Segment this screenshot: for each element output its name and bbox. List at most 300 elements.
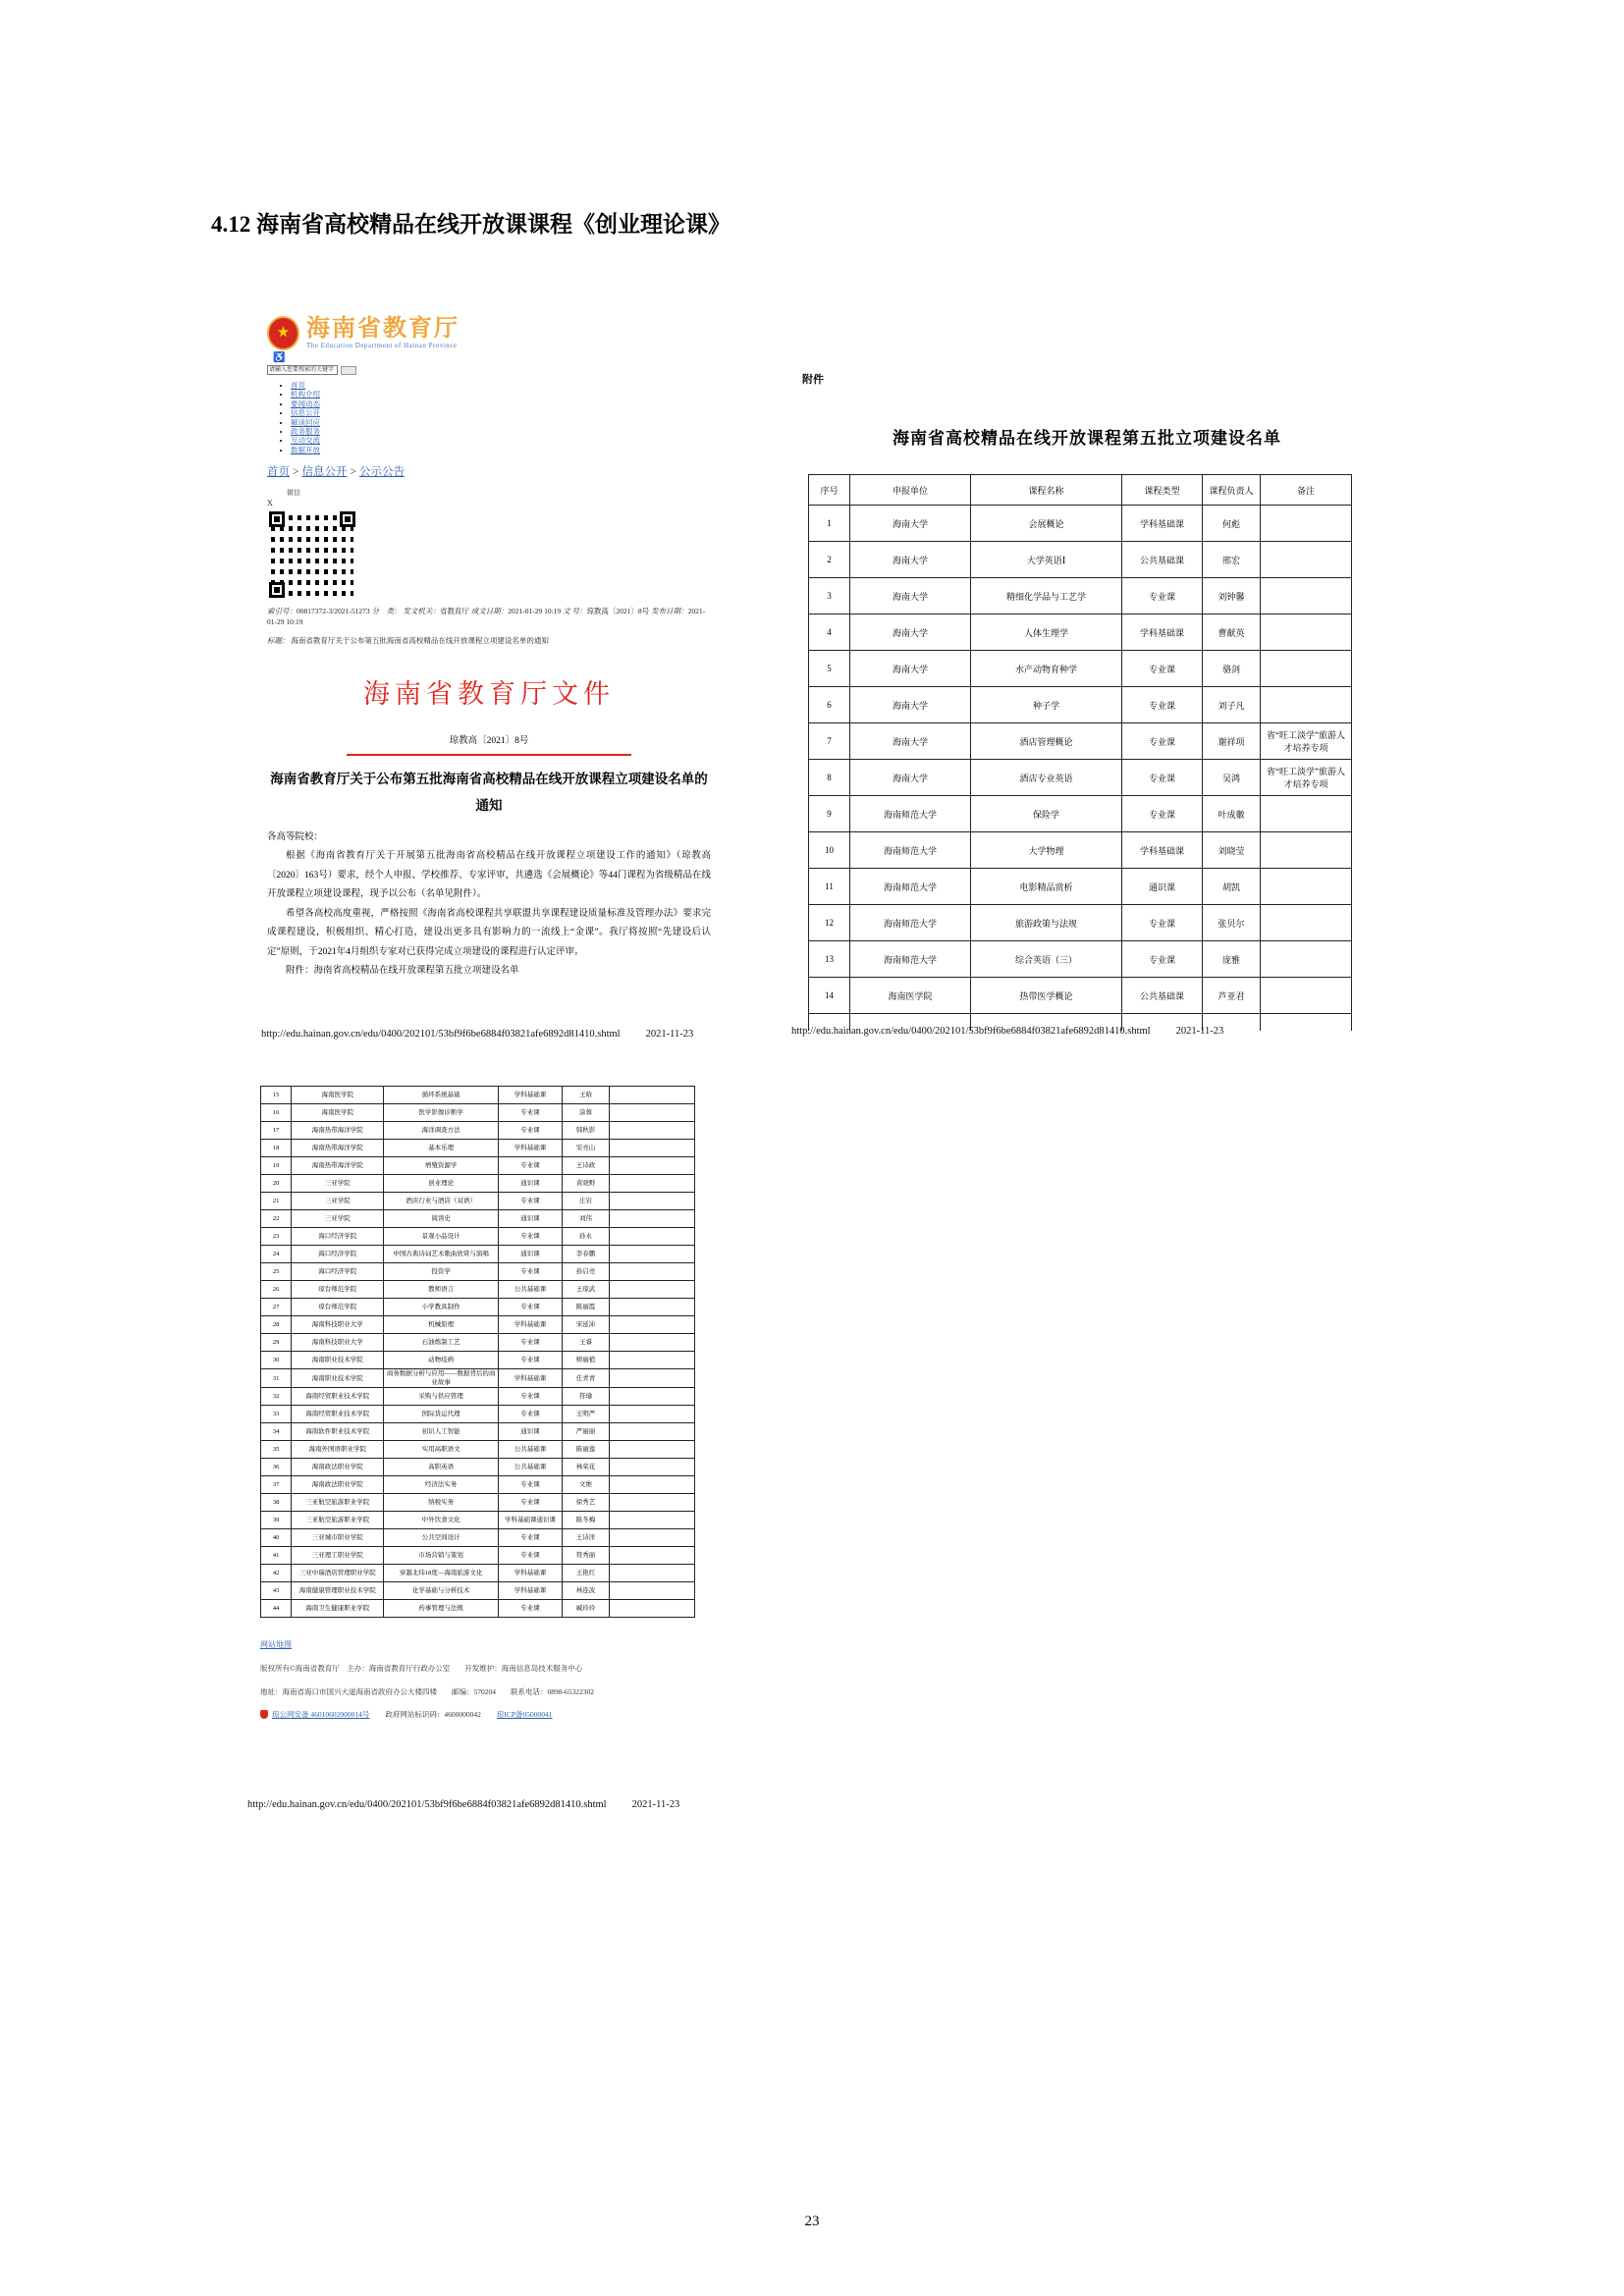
column-header: 申报单位: [850, 475, 971, 506]
table-cell: [610, 1140, 695, 1157]
table-cell: 海南医学院: [292, 1087, 384, 1104]
table-cell: 海南软件职业技术学院: [292, 1423, 384, 1441]
table-cell: 专业课: [499, 1600, 563, 1618]
table-cell: 中外饮食文化: [384, 1512, 499, 1529]
table-cell: 海口经济学院: [292, 1228, 384, 1246]
table-cell: 32: [261, 1388, 292, 1406]
table-cell: 韩秋影: [562, 1122, 609, 1140]
webpage-screenshot-bottom: [260, 1086, 702, 1720]
table-row: [261, 1263, 695, 1281]
table-cell: 酒店行业与酒店（双语）: [384, 1193, 499, 1210]
table-cell: [1261, 832, 1352, 869]
table-cell: 专业课: [499, 1529, 563, 1547]
table-cell: 专业课: [1122, 905, 1203, 941]
nav-item: [291, 390, 711, 399]
table-row: [809, 978, 1352, 1014]
security-filing-link[interactable]: 琼公网安备 46010602000014号: [272, 1710, 370, 1720]
table-cell: 专业课: [499, 1263, 563, 1281]
table-cell: 海南师范大学: [850, 796, 971, 832]
table-cell: 人体生理学: [971, 614, 1122, 651]
table-cell: 王晗: [562, 1087, 609, 1104]
table-row: [261, 1441, 695, 1459]
table-cell: [610, 1228, 695, 1246]
source-url: http://edu.hainan.gov.cn/edu/0400/202101/53bf9f6be6884f03821afe6892d81410.shtml: [791, 1026, 1151, 1037]
table-cell: 通识课: [1122, 869, 1203, 905]
table-cell: 三亚学院: [292, 1193, 384, 1210]
meta-value: 2021-01-29 10:19: [508, 607, 564, 616]
table-cell: 6: [809, 687, 850, 723]
table-row: [809, 832, 1352, 869]
table-cell: 庞雅: [1203, 941, 1261, 978]
table-cell: 三亚学院: [292, 1210, 384, 1228]
table-cell: 三亚航空旅游职业学院: [292, 1512, 384, 1529]
table-row: [261, 1388, 695, 1406]
breadcrumb-separator: >: [293, 466, 299, 479]
table-cell: [610, 1246, 695, 1263]
table-cell: 海南健康管理职业技术学院: [292, 1582, 384, 1600]
table-cell: 孙启亮: [562, 1263, 609, 1281]
meta-label: 发文机关：: [403, 607, 440, 616]
table-cell: 化学基础与分析技术: [384, 1582, 499, 1600]
table-row: [261, 1316, 695, 1334]
table-row: [809, 905, 1352, 941]
table-cell: [610, 1334, 695, 1352]
table-row: [261, 1423, 695, 1441]
table-cell: 学科基础课通识课: [499, 1512, 563, 1529]
table-cell: 18: [261, 1140, 292, 1157]
nav-link[interactable]: 要闻动态: [291, 399, 320, 408]
table-row: [261, 1299, 695, 1316]
breadcrumb-link[interactable]: 信息公开: [301, 466, 348, 479]
table-cell: 专业课: [499, 1228, 563, 1246]
table-cell: 专业课: [1122, 687, 1203, 723]
breadcrumb-link[interactable]: 公示公告: [359, 466, 405, 479]
site-logo-subtitle: The Education Department of Hainan Province: [306, 342, 458, 350]
table-cell: [1261, 905, 1352, 941]
table-cell: 通识课: [499, 1423, 563, 1441]
table-cell: 35: [261, 1441, 292, 1459]
table-cell: 海南师范大学: [850, 869, 971, 905]
qr-code: [267, 509, 357, 600]
table-cell: 符秀丽: [562, 1547, 609, 1565]
table-cell: 24: [261, 1246, 292, 1263]
table-cell: 经济法实务: [384, 1476, 499, 1494]
star-icon: ★: [276, 325, 291, 341]
table-cell: [610, 1600, 695, 1618]
table-cell: 海南师范大学: [850, 941, 971, 978]
breadcrumb-separator: >: [350, 466, 356, 479]
table-cell: 旅游政策与法规: [971, 905, 1122, 941]
table-cell: 4: [809, 614, 850, 651]
table-row: [261, 1334, 695, 1352]
table-cell: 44: [261, 1600, 292, 1618]
table-cell: 张贝尔: [1203, 905, 1261, 941]
table-cell: [610, 1352, 695, 1369]
table-cell: 10: [809, 832, 850, 869]
table-cell: 国际货运代理: [384, 1406, 499, 1423]
table-cell: 严丽丽: [562, 1423, 609, 1441]
table-cell: 动物疫病: [384, 1352, 499, 1369]
breadcrumb-link[interactable]: 首页: [267, 466, 290, 479]
table-cell: 海南外国语职业学院: [292, 1441, 384, 1459]
table-cell: 刘伟: [562, 1210, 609, 1228]
table-cell: 16: [261, 1104, 292, 1122]
table-cell: 采购与供应管理: [384, 1388, 499, 1406]
table-cell: 27: [261, 1299, 292, 1316]
table-row: [809, 723, 1352, 760]
table-cell: 12: [809, 905, 850, 941]
table-cell: [610, 1299, 695, 1316]
table-cell: 海南大学: [850, 651, 971, 687]
table-cell: 学科基础课: [499, 1140, 563, 1157]
meta-value: 省教育厅: [439, 607, 471, 616]
source-date: 2021-11-23: [645, 1029, 694, 1040]
page-number: 23: [804, 2214, 820, 2229]
table-cell: 中国古典诗词艺术歌曲欣赏与演唱: [384, 1246, 499, 1263]
table-cell: 公共基础课: [499, 1459, 563, 1476]
table-cell: 刘晓莹: [1203, 832, 1261, 869]
table-cell: 31: [261, 1369, 292, 1388]
table-cell: 学科基础课: [1122, 614, 1203, 651]
doc-paragraph: 根据《海南省教育厅关于开展第五批海南省高校精品在线开放课程立项建设工作的通知》（琼教高〔2020〕163号）要求，经个人申报、学校推荐、专家评审，共遴选《会展概论》等44门课程为省级精品在线开放课程立项建设课程，现予以公布（名单见附件）。: [267, 851, 711, 900]
table-cell: 刘钟馨: [1203, 578, 1261, 614]
table-cell: [610, 1316, 695, 1334]
table-cell: [1261, 941, 1352, 978]
table-cell: [610, 1157, 695, 1175]
table-cell: 邢宏: [1203, 542, 1261, 578]
table-cell: [1261, 651, 1352, 687]
table-cell: 21: [261, 1193, 292, 1210]
table-cell: 23: [261, 1228, 292, 1246]
logo-text: [306, 317, 460, 349]
table-cell: 公共基础课: [1122, 978, 1203, 1014]
table-cell: 陈丽霞: [562, 1299, 609, 1316]
table-cell: 14: [809, 978, 850, 1014]
table-cell: 琼台师范学院: [292, 1299, 384, 1316]
nav-item: [291, 381, 711, 390]
table-cell: 教师语言: [384, 1281, 499, 1299]
nav-item: [291, 446, 711, 454]
table-row: [809, 542, 1352, 578]
meta-label: 文 号：: [563, 607, 587, 616]
table-cell: 海南大学: [850, 614, 971, 651]
breadcrumb: [267, 463, 711, 479]
table-cell: 学科基础课: [499, 1316, 563, 1334]
site-footer: [260, 1639, 702, 1720]
meta-label: 分 类：: [371, 607, 402, 616]
column-header: 备注: [1261, 475, 1352, 506]
national-emblem-icon: [267, 316, 299, 350]
table-cell: 海南大学: [850, 578, 971, 614]
table-cell: 通识课: [499, 1210, 563, 1228]
table-cell: 海南大学: [850, 687, 971, 723]
table-cell: 徐秀艺: [562, 1494, 609, 1512]
table-cell: 任青青: [562, 1369, 609, 1388]
table-cell: 专业课: [1122, 941, 1203, 978]
table-cell: 三亚中瑞酒店管理职业学院: [292, 1565, 384, 1582]
nav-link[interactable]: 首页: [291, 381, 305, 390]
table-row: [261, 1476, 695, 1494]
course-table-page1: [808, 474, 1352, 1031]
table-cell: 安亮山: [562, 1140, 609, 1157]
table-cell: 36: [261, 1459, 292, 1476]
table-cell: 臧玲玲: [562, 1600, 609, 1618]
table-row: [261, 1352, 695, 1369]
sitemap-link[interactable]: 网站地图: [260, 1640, 292, 1650]
table-cell: 循环系统基础: [384, 1087, 499, 1104]
table-row: [809, 506, 1352, 542]
table-row: [261, 1122, 695, 1140]
table-cell: 海南医学院: [850, 978, 971, 1014]
nav-link[interactable]: 数据开放: [291, 445, 320, 454]
table-cell: 海南大学: [850, 506, 971, 542]
nav-link[interactable]: 信息公开: [291, 408, 320, 418]
meta-label: 发布日期：: [651, 607, 688, 616]
table-cell: 王艳红: [562, 1565, 609, 1582]
doc-meta-fields: [267, 607, 711, 627]
table-cell: 专业课: [499, 1299, 563, 1316]
doc-number: 琼教高〔2021〕8号: [449, 735, 529, 746]
qr-finder-icon: [340, 511, 355, 527]
attachment-table-title: 海南省高校精品在线开放课程第五批立项建设名单: [893, 429, 1281, 448]
table-cell: 25: [261, 1263, 292, 1281]
table-cell: 公共基础课: [499, 1281, 563, 1299]
table-cell: 酒店专业英语: [971, 760, 1122, 796]
table-cell: 吴鸿: [1203, 760, 1261, 796]
qr-finder-icon: [269, 582, 285, 598]
table-cell: 海南热带海洋学院: [292, 1140, 384, 1157]
meta-label: 索引号：: [267, 607, 297, 616]
table-cell: 专业课: [1122, 723, 1203, 760]
doc-body: [267, 828, 711, 982]
table-row: [809, 869, 1352, 905]
table-row: [261, 1529, 695, 1547]
table-cell: [610, 1423, 695, 1441]
table-cell: 种子学: [971, 687, 1122, 723]
table-cell: 宋延沛: [562, 1316, 609, 1334]
table-cell: 综合英语（三）: [971, 941, 1122, 978]
table-row: [261, 1369, 695, 1388]
table-cell: 26: [261, 1281, 292, 1299]
table-cell: 专业课: [499, 1406, 563, 1423]
column-header: 课程类型: [1122, 475, 1203, 506]
footer-address: 地址：海南省海口市国兴大道海南省政府办公大楼四楼 邮编：570204 联系电话：0898-65322302: [260, 1687, 594, 1697]
accessibility-icon[interactable]: ♿: [273, 352, 286, 363]
gov-site-code: 政府网站标识码：4600000042: [385, 1710, 481, 1720]
table-cell: 17: [261, 1122, 292, 1140]
table-cell: 省“旺工淡学”旅游人才培养专项: [1261, 723, 1352, 760]
table-cell: [1261, 614, 1352, 651]
site-logo: [267, 316, 711, 350]
table-cell: 海南热带海洋学院: [292, 1157, 384, 1175]
table-cell: [610, 1193, 695, 1210]
table-cell: 专业课: [1122, 760, 1203, 796]
source-url-line: [261, 1029, 693, 1040]
table-cell: 专业课: [499, 1494, 563, 1512]
search-button[interactable]: [341, 366, 356, 375]
source-url: http://edu.hainan.gov.cn/edu/0400/202101/53bf9f6be6884f03821afe6892d81410.shtml: [247, 1799, 607, 1810]
table-cell: 海南医学院: [292, 1104, 384, 1122]
table-cell: 学科基础课: [1122, 832, 1203, 869]
table-cell: 2: [809, 542, 850, 578]
table-cell: 学科基础课: [1122, 506, 1203, 542]
close-share-button[interactable]: X: [267, 499, 273, 508]
table-cell: 机械原理: [384, 1316, 499, 1334]
table-cell: [1261, 869, 1352, 905]
nav-item: [291, 436, 711, 445]
section-title: 4.12 海南省高校精品在线开放课课程《创业理论课》: [211, 212, 731, 237]
table-row: [261, 1281, 695, 1299]
table-cell: 刘子凡: [1203, 687, 1261, 723]
table-cell: 28: [261, 1316, 292, 1334]
table-cell: 8: [809, 760, 850, 796]
table-cell: [610, 1494, 695, 1512]
table-cell: 庄岩: [562, 1193, 609, 1210]
table-cell: 黄晓野: [562, 1175, 609, 1193]
table-cell: 7: [809, 723, 850, 760]
table-cell: 专业课: [499, 1193, 563, 1210]
table-cell: [1261, 1014, 1352, 1032]
wechat-share-label: 微信: [287, 489, 300, 498]
table-cell: 大学英语Ⅰ: [971, 542, 1122, 578]
table-row: [261, 1210, 695, 1228]
table-cell: 海南职业技术学院: [292, 1352, 384, 1369]
table-cell: 11: [809, 869, 850, 905]
course-table-page2: [260, 1086, 695, 1618]
table-cell: 专业课: [499, 1388, 563, 1406]
nav-link[interactable]: 互动交流: [291, 436, 320, 446]
table-cell: 15: [261, 1087, 292, 1104]
doc-salutation: 各高等院校：: [267, 831, 324, 842]
column-header: 课程名称: [971, 475, 1122, 506]
table-cell: 石油炼制工艺: [384, 1334, 499, 1352]
table-cell: 林连波: [562, 1582, 609, 1600]
table-cell: 骆剑: [1203, 651, 1261, 687]
table-cell: 海南大学: [850, 723, 971, 760]
table-row: [261, 1087, 695, 1104]
table-cell: 学科基础课: [499, 1582, 563, 1600]
table-cell: 通识课: [499, 1246, 563, 1263]
table-cell: 实用高职语文: [384, 1441, 499, 1459]
table-cell: 海南政法职业学院: [292, 1476, 384, 1494]
table-row: [261, 1600, 695, 1618]
table-row: [261, 1406, 695, 1423]
table-cell: 琼台师范学院: [292, 1281, 384, 1299]
table-cell: 涂蓉: [562, 1104, 609, 1122]
nav-link[interactable]: 政务服务: [291, 427, 320, 437]
table-header-row: [809, 475, 1352, 506]
nav-item: [291, 418, 711, 427]
table-cell: 43: [261, 1582, 292, 1600]
table-cell: 海南职业技术学院: [292, 1369, 384, 1388]
meta-title-value: 海南省教育厅关于公布第五批海南省高校精品在线开放课程立项建设名单的通知: [291, 636, 549, 646]
table-cell: 大学物理: [971, 832, 1122, 869]
meta-value: 00817372-3/2021-51273: [297, 607, 372, 616]
site-logo-title: 海南省教育厅: [306, 315, 460, 342]
table-cell: 19: [261, 1157, 292, 1175]
table-cell: 海南热带海洋学院: [292, 1122, 384, 1140]
table-cell: 40: [261, 1529, 292, 1547]
table-cell: [610, 1369, 695, 1388]
table-cell: 增殖资源学: [384, 1157, 499, 1175]
table-cell: [610, 1175, 695, 1193]
table-cell: 王明严: [562, 1406, 609, 1423]
table-cell: 专业课: [499, 1157, 563, 1175]
table-cell: 38: [261, 1494, 292, 1512]
table-cell: 学科基础课: [499, 1369, 563, 1388]
table-row: [261, 1494, 695, 1512]
nav-link[interactable]: 机构介绍: [291, 390, 320, 400]
table-cell: 5: [809, 651, 850, 687]
table-cell: [1261, 978, 1352, 1014]
nav-link[interactable]: 解读回应: [291, 417, 320, 427]
table-cell: 专业课: [1122, 796, 1203, 832]
source-url-line: [247, 1799, 679, 1810]
icp-filing-link[interactable]: 琼ICP备05000041: [496, 1710, 553, 1720]
table-cell: 李春鹏: [562, 1246, 609, 1263]
table-cell: 纳税实务: [384, 1494, 499, 1512]
table-cell: 3: [809, 578, 850, 614]
table-cell: 保险学: [971, 796, 1122, 832]
table-cell: 王睿: [562, 1334, 609, 1352]
table-cell: 公共基础课: [499, 1441, 563, 1459]
table-cell: 医学影像诊断学: [384, 1104, 499, 1122]
table-row: [261, 1582, 695, 1600]
table-cell: 专业课: [499, 1122, 563, 1140]
source-date: 2021-11-23: [1175, 1026, 1224, 1037]
table-row: [261, 1459, 695, 1476]
nav-item: [291, 400, 711, 408]
doc-meta-title: [267, 636, 711, 647]
police-badge-icon: [260, 1710, 268, 1719]
search-bar: [267, 365, 711, 375]
table-row: [261, 1193, 695, 1210]
table-row: [261, 1228, 695, 1246]
table-cell: 曹献英: [1203, 614, 1261, 651]
table-cell: 师丽植: [562, 1352, 609, 1369]
table-cell: 海口经济学院: [292, 1246, 384, 1263]
table-row: [809, 578, 1352, 614]
table-cell: 专业课: [499, 1476, 563, 1494]
table-cell: [610, 1547, 695, 1565]
table-cell: 海洋调查方法: [384, 1122, 499, 1140]
table-cell: 创业理论: [384, 1175, 499, 1193]
footer-copyright: 版权所有©海南省教育厅 主办：海南省教育厅行政办公室 开发维护：海南信息岛技术服务中心: [260, 1664, 583, 1674]
official-doc-header: 海南省教育厅文件: [363, 678, 615, 709]
table-cell: 29: [261, 1334, 292, 1352]
table-row: [809, 614, 1352, 651]
table-row: [261, 1140, 695, 1157]
table-row: [261, 1175, 695, 1193]
table-cell: 孙永: [562, 1228, 609, 1246]
table-cell: 41: [261, 1547, 292, 1565]
table-cell: 30: [261, 1352, 292, 1369]
table-cell: [610, 1122, 695, 1140]
search-input[interactable]: [267, 365, 338, 375]
table-cell: 基本乐理: [384, 1140, 499, 1157]
meta-label: 成文日期：: [470, 607, 509, 616]
doc-title: 海南省教育厅关于公布第五批海南省高校精品在线开放课程立项建设名单的通知: [270, 771, 708, 813]
table-cell: 专业课: [1122, 578, 1203, 614]
table-cell: [610, 1565, 695, 1582]
table-cell: 何彪: [1203, 506, 1261, 542]
table-cell: [1261, 687, 1352, 723]
table-row: [261, 1565, 695, 1582]
table-cell: 胡凯: [1203, 869, 1261, 905]
table-cell: [610, 1406, 695, 1423]
table-cell: 海南经贸职业技术学院: [292, 1388, 384, 1406]
table-row: [261, 1157, 695, 1175]
